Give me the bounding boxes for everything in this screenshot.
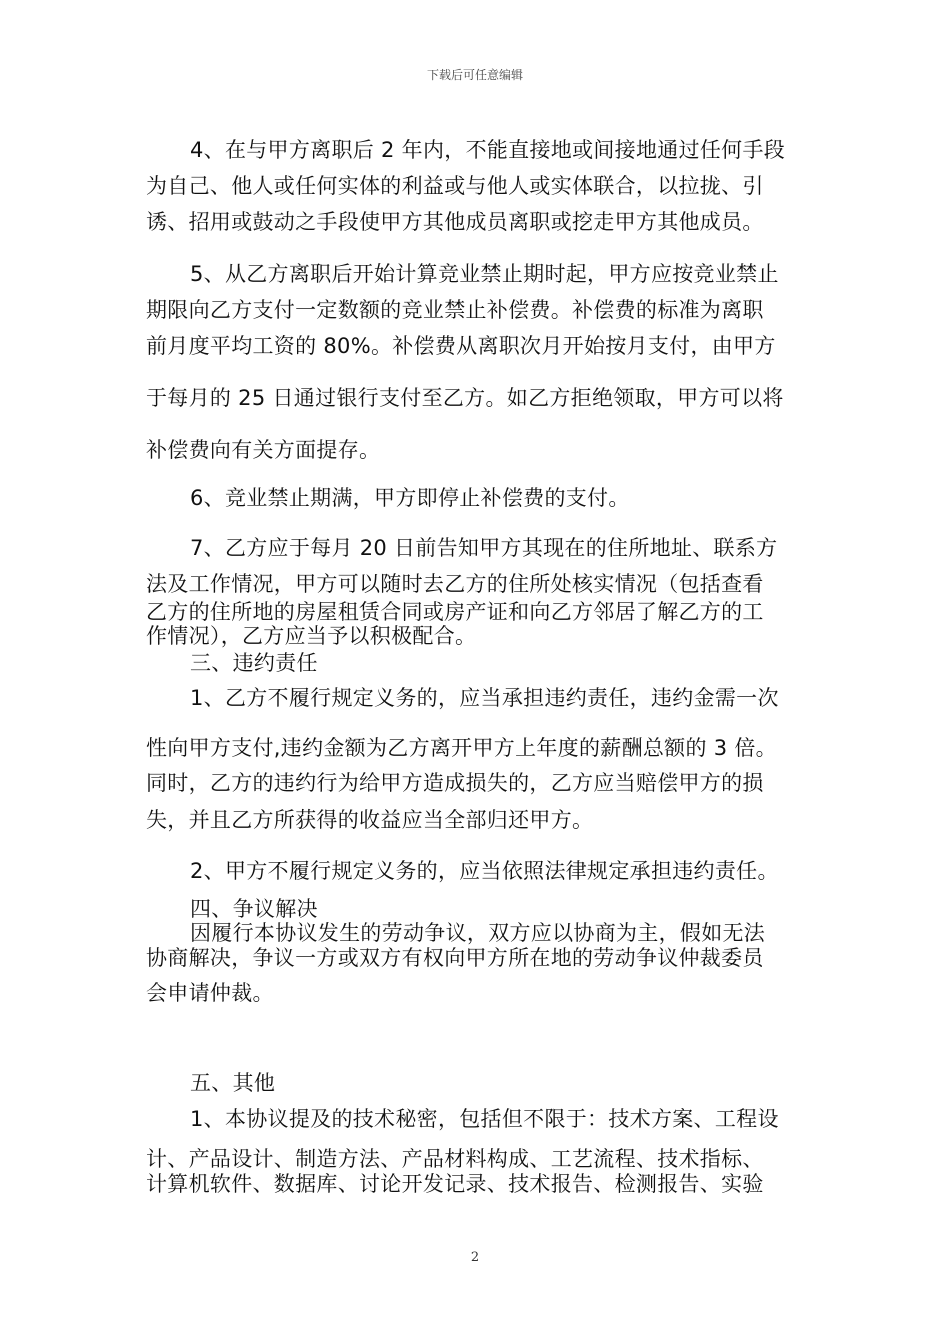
body-text-line: 法及工作情况，甲方可以随时去乙方的住所处核实情况（包括查看	[146, 572, 764, 596]
body-text-line: 期限向乙方支付一定数额的竞业禁止补偿费。补偿费的标准为离职	[146, 298, 764, 322]
body-text-line: 于每月的 25 日通过银行支付至乙方。如乙方拒绝领取，甲方可以将	[146, 386, 784, 410]
body-text-line: 性向甲方支付,违约金额为乙方离开甲方上年度的薪酬总额的 3 倍。	[146, 736, 777, 760]
body-text-line: 1、本协议提及的技术秘密，包括但不限于：技术方案、工程设	[190, 1107, 779, 1131]
body-text-line: 乙方的住所地的房屋租赁合同或房产证和向乙方邻居了解乙方的工	[146, 600, 764, 624]
body-text-line: 4、在与甲方离职后 2 年内，不能直接地或间接地通过任何手段	[190, 138, 786, 162]
section-heading: 三、违约责任	[190, 651, 318, 675]
body-text-line: 为自己、他人或任何实体的利益或与他人或实体联合，以拉拢、引	[146, 174, 764, 198]
body-text-line: 会申请仲裁。	[146, 981, 274, 1005]
body-text-line: 5、从乙方离职后开始计算竞业禁止期时起，甲方应按竞业禁止	[190, 262, 779, 286]
page-number: 2	[470, 1250, 480, 1265]
body-text-line: 诱、招用或鼓动之手段使甲方其他成员离职或挖走甲方其他成员。	[146, 210, 764, 234]
body-text-line: 协商解决，争议一方或双方有权向甲方所在地的劳动争议仲裁委员	[146, 946, 764, 970]
body-text-line: 计算机软件、数据库、讨论开发记录、技术报告、检测报告、实验	[146, 1172, 764, 1196]
body-text-line: 补偿费向有关方面提存。	[146, 438, 381, 462]
body-text-line: 7、乙方应于每月 20 日前告知甲方其现在的住所地址、联系方	[190, 536, 778, 560]
body-text-line: 计、产品设计、制造方法、产品材料构成、工艺流程、技术指标、	[146, 1147, 764, 1171]
body-text-line: 失，并且乙方所获得的收益应当全部归还甲方。	[146, 808, 594, 832]
body-text-line: 同时，乙方的违约行为给甲方造成损失的，乙方应当赔偿甲方的损	[146, 771, 764, 795]
body-text-line: 1、乙方不履行规定义务的，应当承担违约责任，违约金需一次	[190, 686, 779, 710]
body-text-line: 6、竞业禁止期满，甲方即停止补偿费的支付。	[190, 486, 630, 510]
body-text-line: 作情况），乙方应当予以积极配合。	[146, 624, 477, 648]
section-heading: 四、争议解决	[190, 897, 318, 921]
section-heading: 五、其他	[190, 1071, 276, 1095]
body-text-line: 前月度平均工资的 80%。补偿费从离职次月开始按月支付，由甲方	[146, 334, 776, 358]
body-text-line: 因履行本协议发生的劳动争议，双方应以协商为主，假如无法	[190, 921, 766, 945]
page-header: 下载后可任意编辑	[426, 68, 523, 82]
body-text-line: 2、甲方不履行规定义务的，应当依照法律规定承担违约责任。	[190, 859, 779, 883]
